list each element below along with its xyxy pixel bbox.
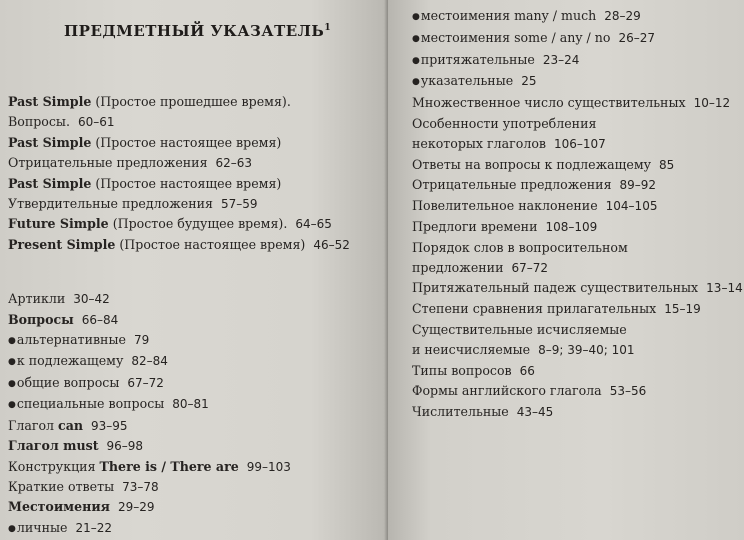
entry-pages: 53–56 xyxy=(609,384,647,399)
entry-text-continued: некоторых глаголов xyxy=(412,135,546,151)
entry-text: указательные xyxy=(420,73,514,89)
entry-pages: 82–84 xyxy=(131,354,168,369)
entry-pages: 96–98 xyxy=(106,439,144,454)
entry-pages: 46–52 xyxy=(313,237,350,252)
index-entry-poryadok-slov xyxy=(412,238,744,279)
index-entry-utverditelnye-sub xyxy=(8,194,382,214)
entry-pages: 73–78 xyxy=(122,479,159,494)
entry-pages: 23–24 xyxy=(542,52,580,67)
index-entry-many-much xyxy=(412,6,744,28)
entry-pages: 93–95 xyxy=(91,418,128,433)
entry-pages: 67–72 xyxy=(511,260,549,275)
entry-pages: 43–45 xyxy=(516,405,554,420)
index-entry-otricatelnye-sub xyxy=(8,153,382,173)
entry-pages: 80–81 xyxy=(172,397,209,412)
index-entry-artikli xyxy=(8,289,382,309)
index-entry-otvety xyxy=(412,155,744,176)
index-entry-sushchestvitelnye xyxy=(412,320,744,361)
entry-text: (Простое настоящее время) xyxy=(91,134,282,150)
entry-text: Отрицательные предложения xyxy=(412,177,612,193)
entry-text: Существительные исчисляемые xyxy=(412,321,627,337)
entry-text: Порядок слов в вопросительном xyxy=(412,239,628,255)
index-group-right xyxy=(412,6,744,423)
entry-text: местоимения many / much xyxy=(420,8,597,23)
bullet-icon: ● xyxy=(412,12,420,22)
bullet-icon: ● xyxy=(412,33,420,44)
index-entry-voprosy xyxy=(8,310,382,330)
bullet-icon: ● xyxy=(8,336,16,347)
entry-pages: 66–84 xyxy=(81,312,119,327)
entry-text: Вопросы. xyxy=(8,114,70,130)
index-entry-specialnye-voprosy xyxy=(8,394,382,415)
entry-pages: 108–109 xyxy=(545,219,598,234)
entry-pages: 13–14 xyxy=(706,281,743,296)
index-entry-glagol-must xyxy=(8,436,382,456)
index-entry-tipy-voprosov xyxy=(412,361,744,382)
entry-text: (Простое настоящее время) xyxy=(91,175,282,191)
entry-term: Past Simple xyxy=(8,134,92,150)
entry-term: Past Simple xyxy=(8,94,92,109)
entry-latin-term: There is / There are xyxy=(99,458,239,474)
entry-text: Глагол xyxy=(8,417,59,433)
entry-latin-term: can xyxy=(58,417,84,433)
entry-text: Притяжательный падеж существительных xyxy=(412,280,699,296)
entry-text: Конструкция xyxy=(8,458,100,474)
entry-text-continued: и неисчисляемые xyxy=(412,341,531,357)
entry-text: Особенности употребления xyxy=(412,115,597,131)
entry-text: Повелительное наклонение xyxy=(412,198,598,214)
index-entry-some-any-no xyxy=(412,28,744,50)
entry-text: к подлежащему xyxy=(16,353,124,369)
entry-text-continued: предложении xyxy=(412,259,504,275)
entry-pages: 28–29 xyxy=(604,9,641,23)
entry-pages: 29–29 xyxy=(117,500,155,515)
index-entry-povelitelnoe xyxy=(412,196,744,217)
entry-text: Отрицательные предложения xyxy=(8,155,208,171)
entry-pages: 21–22 xyxy=(75,520,112,535)
entry-text: специальные вопросы xyxy=(16,396,165,412)
entry-term: Past Simple xyxy=(8,175,92,191)
entry-text: Формы английского глагола xyxy=(412,383,602,399)
index-entry-chislitelnye xyxy=(412,402,744,423)
entry-text: (Простое настоящее время) xyxy=(115,236,306,252)
entry-pages: 104–105 xyxy=(605,199,658,214)
entry-text: Множественное число существительных xyxy=(412,95,686,111)
entry-pages: 26–27 xyxy=(618,30,656,45)
right-page xyxy=(388,0,744,540)
entry-pages: 106–107 xyxy=(554,136,606,151)
entry-text: Степени сравнения прилагательных xyxy=(412,301,657,317)
index-group-tenses xyxy=(8,92,382,255)
index-entry-future-simple xyxy=(8,214,382,234)
bullet-icon: ● xyxy=(412,77,420,88)
index-entry-osobennosti xyxy=(412,114,744,155)
entry-pages: 15–19 xyxy=(664,302,701,317)
bullet-icon: ● xyxy=(8,400,16,411)
index-entry-alternativnye xyxy=(8,330,382,351)
index-entry-past-simple-2 xyxy=(8,133,382,153)
index-entry-past-simple-3 xyxy=(8,174,382,194)
index-entry-mestoimeniya xyxy=(8,497,382,517)
entry-text: местоимения some / any / no xyxy=(420,29,611,45)
index-entry-predlogi-vremeni xyxy=(412,217,744,238)
group-spacer xyxy=(8,255,382,289)
index-entry-ukazatelnye xyxy=(412,71,744,93)
entry-text: личные xyxy=(16,519,68,535)
bullet-icon: ● xyxy=(412,55,420,66)
entry-pages: 8–9; 39–40; 101 xyxy=(538,342,635,357)
index-entry-past-simple-1 xyxy=(8,92,382,112)
entry-text: общие вопросы xyxy=(16,374,120,390)
index-entry-prityazhatelnye xyxy=(412,50,744,72)
index-entry-obshchie-voprosy xyxy=(8,373,382,394)
entry-pages: 64–65 xyxy=(295,217,332,232)
entry-term: Present Simple xyxy=(8,236,116,252)
entry-pages: 57–59 xyxy=(221,197,258,212)
index-entry-otricatelnye-predlozheniya xyxy=(412,175,744,196)
index-entry-present-simple xyxy=(8,235,382,255)
entry-text: притяжательные xyxy=(420,51,535,67)
entry-pages: 66 xyxy=(519,363,535,378)
bullet-icon: ● xyxy=(8,357,16,368)
entry-text: Числительные xyxy=(412,404,509,420)
bullet-icon: ● xyxy=(8,523,16,534)
entry-text: Артикли xyxy=(8,291,66,307)
entry-pages: 79 xyxy=(133,333,150,348)
entry-text: альтернативные xyxy=(16,332,126,348)
entry-text: Утвердительные предложения xyxy=(8,196,213,212)
entry-text: (Простое прошедшее время). xyxy=(91,94,291,109)
index-entry-voprosy-sub xyxy=(8,112,382,132)
entry-text: Местоимения xyxy=(8,499,110,515)
index-entry-prityazhatelnyj-padezh xyxy=(412,278,744,299)
entry-text: (Простое будущее время). xyxy=(108,216,288,232)
index-entry-kratkie-otvety xyxy=(8,477,382,497)
entry-pages: 60–61 xyxy=(77,115,115,130)
bullet-icon: ● xyxy=(8,378,16,389)
page-title xyxy=(64,22,382,40)
entry-pages: 89–92 xyxy=(619,178,657,193)
index-entry-mnozhestvennoe-chislo xyxy=(412,93,744,114)
entry-pages: 10–12 xyxy=(693,96,731,111)
entry-text: Ответы на вопросы к подлежащему xyxy=(412,156,652,172)
index-entry-glagol-can xyxy=(8,416,382,436)
index-entry-lichnye xyxy=(8,518,382,539)
index-group-main xyxy=(8,289,382,539)
entry-text: Типы вопросов xyxy=(412,362,512,378)
entry-latin-term: must xyxy=(63,438,99,454)
page-title-text: ПРЕДМЕТНЫЙ УКАЗАТЕЛЬ xyxy=(64,22,325,40)
entry-text: Предлоги времени xyxy=(412,218,538,234)
title-footnote: 1 xyxy=(324,23,332,33)
entry-term: Future Simple xyxy=(8,216,109,232)
entry-pages: 30–42 xyxy=(73,292,110,307)
index-entry-formy-glagola xyxy=(412,381,744,402)
index-entry-stepeni-sravneniya xyxy=(412,299,744,320)
entry-text: Краткие ответы xyxy=(8,478,115,494)
entry-pages: 99–103 xyxy=(246,459,291,474)
entry-text: Вопросы xyxy=(8,311,74,327)
entry-pages: 85 xyxy=(659,157,675,172)
entry-text: Глагол xyxy=(8,438,64,454)
entry-pages: 62–63 xyxy=(215,156,253,171)
entry-pages: 67–72 xyxy=(127,375,164,390)
index-entry-k-podlezhashchemu xyxy=(8,351,382,372)
index-entry-konstrukciya xyxy=(8,457,382,477)
entry-pages: 25 xyxy=(521,74,537,89)
